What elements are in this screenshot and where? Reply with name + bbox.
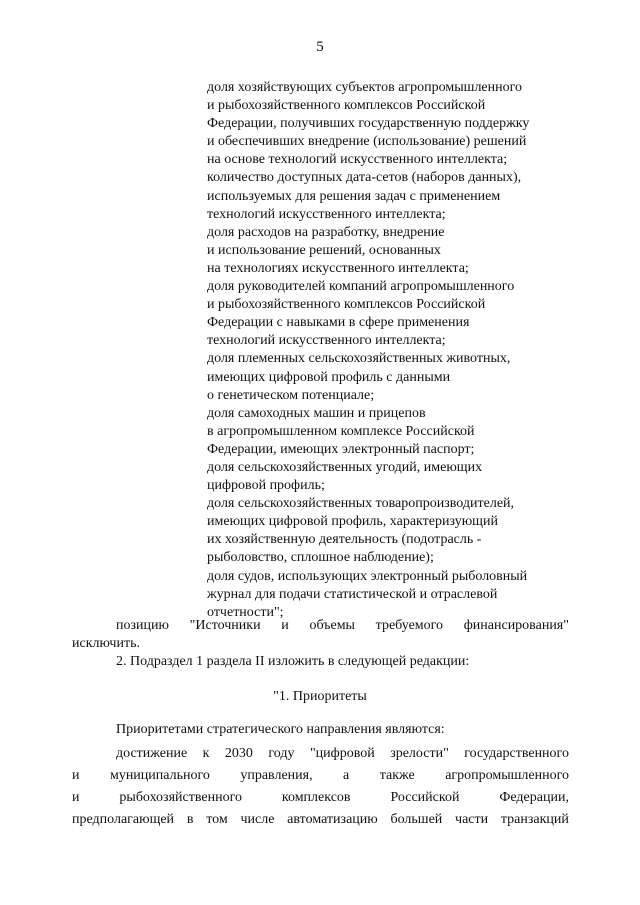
word: в <box>186 812 194 827</box>
word: предполагающей <box>72 812 175 827</box>
word: и <box>72 790 80 805</box>
goal-line-1 <box>116 745 569 763</box>
word: рыбохозяйственного <box>119 790 242 805</box>
word: агропромышленного <box>445 768 569 783</box>
indicator-line: рыболовство, сплошное наблюдение); <box>207 550 434 566</box>
indicator-line: отчетности"; <box>207 604 284 620</box>
position-line <box>116 617 569 635</box>
subsection-instruction: 2. Подраздел 1 раздела II изложить в следующей редакции: <box>116 654 470 669</box>
indicator-line: в агропромышленном комплексе Российской <box>207 423 475 439</box>
word: зрелости" <box>390 746 449 761</box>
indicator-line: и рыбохозяйственного комплексов Российской <box>207 98 486 114</box>
goal-line-3 <box>72 789 569 807</box>
word: и <box>281 618 289 633</box>
goal-line-2 <box>72 767 569 785</box>
word: управления, <box>240 768 313 783</box>
indicator-line: их хозяйственную деятельность (подотрасль - <box>207 532 482 548</box>
indicator-line: технологий искусственного интеллекта; <box>207 333 446 349</box>
indicator-line: количество доступных дата-сетов (наборов данных), <box>207 170 522 186</box>
indicator-line: доля судов, использующих электронный рыболовный <box>207 568 528 584</box>
word: комплексов <box>281 790 351 805</box>
word: Федерации, <box>499 790 569 805</box>
goal-line-4 <box>72 811 569 829</box>
indicator-line: доля племенных сельскохозяйственных животных, <box>207 351 511 367</box>
indicator-line: имеющих цифровой профиль с данными <box>207 369 451 385</box>
word: финансирования" <box>463 618 569 633</box>
word: требуемого <box>375 618 444 633</box>
indicator-line: доля хозяйствующих субъектов агропромышленного <box>207 80 523 95</box>
indicator-line: доля самоходных машин и прицепов <box>207 405 426 421</box>
word: и <box>72 768 80 783</box>
word: "цифровой <box>309 746 375 761</box>
indicator-line: Федерации с навыками в сфере применения <box>207 315 470 331</box>
word: позицию <box>116 618 169 633</box>
indicator-line: и обеспечивших внедрение (использование) решений <box>207 134 527 150</box>
exclude-text: исключить. <box>72 636 140 651</box>
priorities-intro: Приоритетами стратегического направления являются: <box>116 722 445 737</box>
section-heading: "1. Приоритеты <box>273 689 367 704</box>
indicator-line: журнал для подачи статистической и отраслевой <box>207 586 498 602</box>
indicator-line: Федерации, получивших государственную поддержку <box>207 116 530 132</box>
indicator-line: о генетическом потенциале; <box>207 387 375 403</box>
indicator-line: имеющих цифровой профиль, характеризующий <box>207 514 498 530</box>
word: автоматизацию <box>287 812 378 827</box>
word: объемы <box>309 618 355 633</box>
word: транзакций <box>500 812 569 827</box>
word: числе <box>240 812 275 827</box>
indicator-line: Федерации, имеющих электронный паспорт; <box>207 441 475 457</box>
word: а <box>343 768 350 783</box>
word: государственного <box>464 746 569 761</box>
word: части <box>455 812 489 827</box>
indicator-line: и рыбохозяйственного комплексов Российской <box>207 297 486 313</box>
indicator-line: на технологиях искусственного интеллекта; <box>207 260 469 276</box>
indicator-line: на основе технологий искусственного интеллекта; <box>207 152 508 168</box>
word: "Источники <box>189 618 261 633</box>
indicator-line: используемых для решения задач с применением <box>207 188 501 204</box>
word: том <box>206 812 228 827</box>
word: достижение <box>116 746 188 761</box>
indicator-line: доля сельскохозяйственных товаропроизводителей, <box>207 496 515 512</box>
indicator-line: цифровой профиль; <box>207 478 325 494</box>
indicator-line: доля расходов на разработку, внедрение <box>207 224 445 240</box>
word: году <box>268 746 295 761</box>
word: 2030 <box>224 746 253 761</box>
indicator-list <box>207 79 607 622</box>
word: Российской <box>390 790 460 805</box>
indicator-line: технологий искусственного интеллекта; <box>207 206 446 222</box>
indicator-line: доля сельскохозяйственных угодий, имеющих <box>207 459 483 475</box>
word: муниципального <box>109 768 210 783</box>
word: к <box>202 746 210 761</box>
word: большей <box>390 812 443 827</box>
word: также <box>379 768 415 783</box>
indicator-line: доля руководителей компаний агропромышленного <box>207 279 515 295</box>
indicator-line: и использование решений, основанных <box>207 242 441 258</box>
page-number: 5 <box>316 39 324 55</box>
